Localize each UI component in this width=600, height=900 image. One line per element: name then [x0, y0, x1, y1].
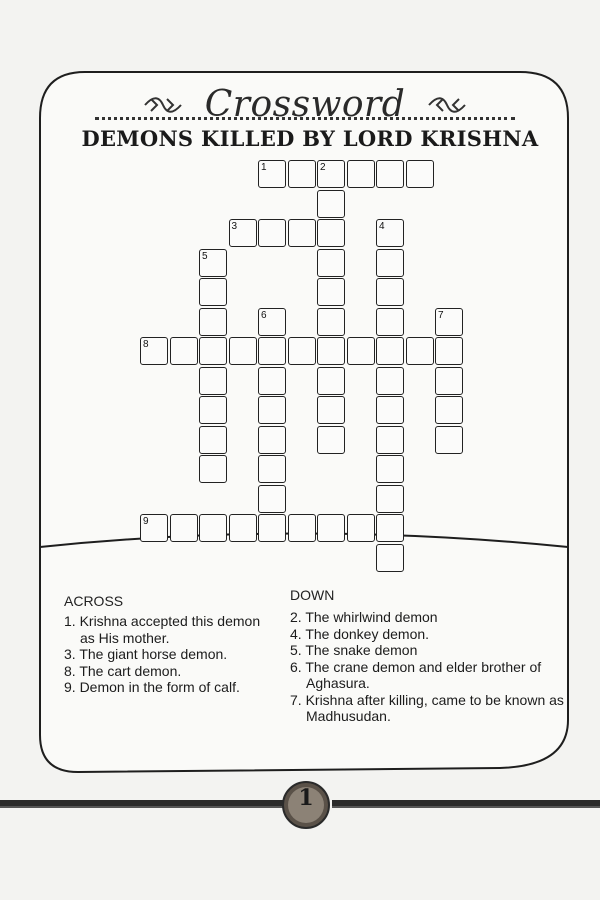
crossword-cell[interactable] — [258, 160, 286, 188]
down-clue-list — [290, 609, 565, 725]
clue-number-label: 9 — [143, 516, 149, 527]
clue-number-label: 3 — [231, 221, 238, 232]
crossword-cell[interactable] — [199, 396, 227, 424]
clue-number-label: 5 — [202, 250, 208, 262]
crossword-cell[interactable] — [229, 337, 257, 365]
crossword-cell[interactable] — [199, 514, 227, 542]
crossword-cell[interactable] — [376, 249, 404, 277]
crossword-cell[interactable] — [317, 308, 345, 336]
clue-down-4: 4. The donkey demon. — [290, 625, 430, 642]
down-heading: DOWN — [290, 587, 335, 603]
crossword-cell[interactable] — [376, 278, 404, 306]
crossword-cell[interactable] — [435, 337, 463, 365]
clue-number-label: 6 — [261, 309, 267, 321]
crossword-cell[interactable] — [435, 308, 463, 336]
crossword-cell[interactable] — [258, 426, 286, 454]
crossword-cell[interactable] — [170, 514, 198, 542]
crossword-cell[interactable] — [376, 219, 404, 247]
across-clue-list — [64, 613, 274, 696]
clue-number-label: 4 — [379, 221, 385, 232]
crossword-cell[interactable] — [199, 278, 227, 306]
clue-number-label: 8 — [143, 339, 149, 350]
crossword-cell[interactable] — [317, 367, 345, 395]
crossword-cell[interactable] — [376, 337, 404, 365]
crossword-cell[interactable] — [435, 396, 463, 424]
crossword-cell[interactable] — [317, 278, 345, 306]
clue-across-9: 9. Demon in the form of calf. — [64, 679, 240, 695]
crossword-cell[interactable] — [317, 190, 345, 218]
crossword-cell[interactable] — [288, 337, 316, 365]
crossword-cell[interactable] — [199, 308, 227, 336]
crossword-cell[interactable] — [317, 426, 345, 454]
clue-across-3: 3. The giant horse demon. — [64, 646, 228, 662]
crossword-cell[interactable] — [288, 160, 316, 188]
crossword-cell[interactable] — [376, 367, 404, 395]
crossword-cell[interactable] — [376, 544, 404, 572]
clue-down-2: 2. The whirlwind demon — [290, 609, 438, 625]
crossword-cell[interactable] — [140, 514, 168, 542]
crossword-cell[interactable] — [317, 396, 345, 424]
crossword-cell[interactable] — [317, 514, 345, 542]
crossword-cell[interactable] — [435, 367, 463, 395]
page-number: 1 — [298, 785, 314, 811]
crossword-cell[interactable] — [376, 396, 404, 424]
crossword-cell[interactable] — [199, 249, 227, 277]
clue-across-8: 8. The cart demon. — [64, 662, 182, 679]
crossword-cell[interactable] — [258, 514, 286, 542]
crossword-cell[interactable] — [258, 219, 286, 247]
clue-across-1: 1. Krishna accepted this demon as His mother. — [64, 613, 261, 646]
crossword-cell[interactable] — [347, 514, 375, 542]
crossword-cell[interactable] — [317, 337, 345, 365]
crossword-cell[interactable] — [347, 337, 375, 365]
crossword-cell[interactable] — [288, 514, 316, 542]
crossword-cell[interactable] — [376, 514, 404, 542]
crossword-cell[interactable] — [376, 485, 404, 513]
clue-number-label: 2 — [320, 162, 326, 173]
crossword-cell[interactable] — [288, 219, 316, 247]
page-subtitle: DEMONS KILLED BY LORD KRISHNA — [81, 126, 539, 151]
clue-down-5: 5. The snake demon — [290, 642, 418, 658]
crossword-cell[interactable] — [258, 367, 286, 395]
crossword-cell[interactable] — [435, 426, 463, 454]
crossword-cell[interactable] — [199, 367, 227, 395]
clue-number-label: 1 — [261, 162, 267, 173]
crossword-cell[interactable] — [347, 160, 375, 188]
crossword-cell[interactable] — [258, 455, 286, 483]
crossword-cell[interactable] — [317, 249, 345, 277]
crossword-cell[interactable] — [406, 160, 434, 188]
crossword-cell[interactable] — [376, 160, 404, 188]
crossword-cell[interactable] — [258, 485, 286, 513]
crossword-cell[interactable] — [317, 160, 345, 188]
crossword-cell[interactable] — [229, 219, 257, 247]
crossword-cell[interactable] — [258, 308, 286, 336]
clue-number-label: 7 — [438, 309, 444, 321]
crossword-cell[interactable] — [229, 514, 257, 542]
across-heading: ACROSS — [64, 593, 124, 609]
crossword-cell[interactable] — [376, 455, 404, 483]
crossword-cell[interactable] — [376, 426, 404, 454]
crossword-cell[interactable] — [258, 396, 286, 424]
crossword-cell[interactable] — [199, 426, 227, 454]
crossword-cell[interactable] — [199, 455, 227, 483]
crossword-cell[interactable] — [140, 337, 168, 365]
clue-down-7: 7. Krishna after killing, came to be known as Madhusudan. — [290, 691, 564, 724]
crossword-cell[interactable] — [376, 308, 404, 336]
crossword-cell[interactable] — [170, 337, 198, 365]
crossword-cell[interactable] — [317, 219, 345, 247]
crossword-cell[interactable] — [199, 337, 227, 365]
clue-down-6: 6. The crane demon and elder brother of Aghasura. — [290, 658, 542, 691]
crossword-cell[interactable] — [406, 337, 434, 365]
page-title: Crossword — [204, 84, 406, 125]
crossword-cell[interactable] — [258, 337, 286, 365]
